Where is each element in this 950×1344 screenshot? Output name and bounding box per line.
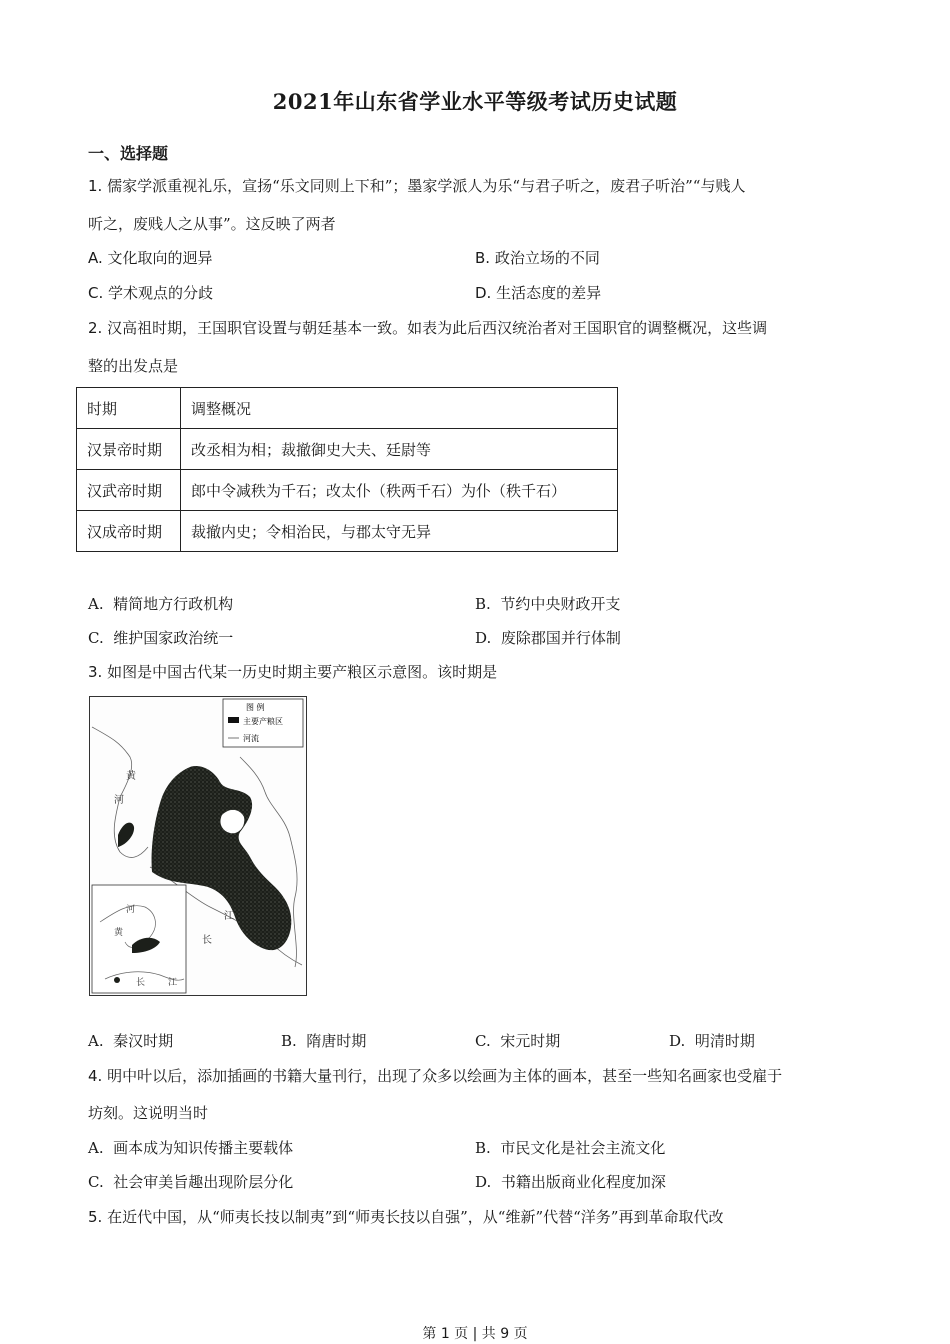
q3-option-b[interactable] — [281, 1031, 366, 1051]
q5-stem-line1 — [88, 1207, 723, 1227]
q3-stem-line1 — [88, 662, 497, 682]
map-graphic — [90, 697, 306, 995]
table-header-row — [77, 388, 618, 429]
q3-option-c[interactable] — [475, 1031, 560, 1051]
map-label-huang: 黄 — [126, 771, 136, 782]
table-cell: 汉景帝时期 — [77, 429, 181, 470]
q4-stem-line2: 坊刻。这说明当时 — [88, 1104, 209, 1122]
grain-region-small — [118, 823, 134, 847]
q3-option-a[interactable] — [88, 1031, 173, 1051]
q1-option-b[interactable] — [475, 248, 600, 268]
option-text: 废除郡国并行体制 — [500, 629, 621, 647]
table-header-cell: 调整概况 — [181, 388, 618, 429]
page-footer: 第 1 页 | 共 9 页 — [422, 1326, 528, 1342]
table-row — [77, 429, 618, 470]
legend-grain-label: 主要产粮区 — [243, 717, 283, 726]
q1-stem-line2: 听之，废贱人之从事”。这反映了两者 — [88, 215, 336, 233]
map-label-chang: 长 — [202, 935, 212, 946]
table-cell: 汉成帝时期 — [77, 511, 181, 552]
option-text: 维护国家政治统一 — [113, 629, 234, 647]
q3-number: 3. — [88, 663, 103, 681]
option-letter: A. — [88, 1139, 104, 1157]
q4-number: 4. — [88, 1067, 103, 1085]
q2-number: 2. — [88, 319, 103, 337]
table-cell: 郎中令减秩为千石；改太仆（秩两千石）为仆（秩千石） — [181, 470, 618, 511]
option-letter: A. — [88, 595, 104, 613]
q2-stem-line1 — [88, 318, 767, 338]
grain-region-map — [89, 696, 307, 996]
q2-option-a[interactable] — [88, 594, 233, 614]
table-row — [77, 470, 618, 511]
option-text: 政治立场的不同 — [494, 249, 600, 267]
q4-option-c[interactable] — [88, 1172, 293, 1192]
q1-option-a[interactable] — [88, 248, 213, 268]
inset-map-box — [92, 885, 186, 993]
option-letter: B. — [475, 1139, 491, 1157]
q1-text: 儒家学派重视礼乐，宣扬“乐文同则上下和”；墨家学派人为乐“与君子听之，废君子听治”“与贱人 — [107, 177, 746, 195]
q2-option-b[interactable] — [475, 594, 620, 614]
option-letter: C. — [88, 284, 104, 302]
q4-option-b[interactable] — [475, 1138, 665, 1158]
option-letter: A. — [88, 1032, 104, 1050]
option-text: 市民文化是社会主流文化 — [500, 1139, 666, 1157]
inset-label-chang: 长 — [136, 978, 146, 988]
q1-option-d[interactable] — [475, 283, 601, 303]
q2-table — [76, 387, 618, 552]
option-text: 生活态度的差异 — [496, 284, 602, 302]
option-letter: C. — [88, 1173, 104, 1191]
q3-text: 如图是中国古代某一历史时期主要产粮区示意图。该时期是 — [107, 663, 498, 681]
q2-stem-line2: 整的出发点是 — [88, 357, 179, 375]
map-label-he: 河 — [114, 795, 124, 806]
page-title: 2021年山东省学业水平等级考试历史试题 — [272, 89, 678, 114]
q4-text: 明中叶以后，添加插画的书籍大量刊行，出现了众多以绘画为主体的画本，甚至一些知名画家也受雇于 — [107, 1067, 783, 1085]
q5-text: 在近代中国，从“师夷长技以制夷”到“师夷长技以自强”，从“维新”代替“洋务”再到革命取代改 — [107, 1208, 724, 1226]
inset-label-he: 河 — [126, 905, 136, 915]
legend-title: 图 例 — [246, 703, 265, 712]
table-row — [77, 511, 618, 552]
option-letter: B. — [281, 1032, 297, 1050]
option-letter: D. — [669, 1032, 686, 1050]
option-text: 学术观点的分歧 — [108, 284, 214, 302]
option-text: 文化取向的迥异 — [107, 249, 213, 267]
q1-number: 1. — [88, 177, 103, 195]
option-letter: D. — [475, 284, 492, 302]
option-text: 宋元时期 — [500, 1032, 561, 1050]
table-cell: 裁撤内史；令相治民，与郡太守无异 — [181, 511, 618, 552]
option-text: 书籍出版商业化程度加深 — [500, 1173, 666, 1191]
q1-stem-line1 — [88, 176, 745, 196]
q2-text: 汉高祖时期，王国职官设置与朝廷基本一致。如表为此后西汉统治者对王国职官的调整概况，这些调 — [107, 319, 768, 337]
q3-option-d[interactable] — [669, 1031, 755, 1051]
option-letter: B. — [475, 249, 491, 267]
option-text: 秦汉时期 — [113, 1032, 174, 1050]
inset-label-jiang: 江 — [168, 978, 178, 988]
q4-option-a[interactable] — [88, 1138, 293, 1158]
q4-stem-line1 — [88, 1066, 782, 1086]
q4-option-d[interactable] — [475, 1172, 666, 1192]
legend-river-label: 河流 — [243, 734, 259, 743]
q1-option-c[interactable] — [88, 283, 213, 303]
option-letter: D. — [475, 1173, 492, 1191]
table-cell: 改丞相为相；裁撤御史大夫、廷尉等 — [181, 429, 618, 470]
q2-option-c[interactable] — [88, 628, 233, 648]
option-text: 精简地方行政机构 — [113, 595, 234, 613]
q5-number: 5. — [88, 1208, 103, 1226]
option-letter: A. — [88, 249, 103, 267]
option-text: 节约中央财政开支 — [500, 595, 621, 613]
inset-label-huang: 黄 — [114, 928, 124, 938]
option-letter: C. — [88, 629, 104, 647]
option-text: 隋唐时期 — [306, 1032, 367, 1050]
option-text: 社会审美旨趣出现阶层分化 — [113, 1173, 294, 1191]
section-heading: 一、选择题 — [88, 144, 169, 163]
option-letter: D. — [475, 629, 492, 647]
map-label-jiang: 江 — [224, 911, 234, 922]
q2-option-d[interactable] — [475, 628, 621, 648]
option-letter: B. — [475, 595, 491, 613]
table-header-cell: 时期 — [77, 388, 181, 429]
option-letter: C. — [475, 1032, 491, 1050]
option-text: 明清时期 — [694, 1032, 755, 1050]
option-text: 画本成为知识传播主要载体 — [113, 1139, 294, 1157]
inset-grain-dot — [114, 977, 120, 983]
table-cell: 汉武帝时期 — [77, 470, 181, 511]
legend-grain-swatch — [228, 717, 239, 723]
